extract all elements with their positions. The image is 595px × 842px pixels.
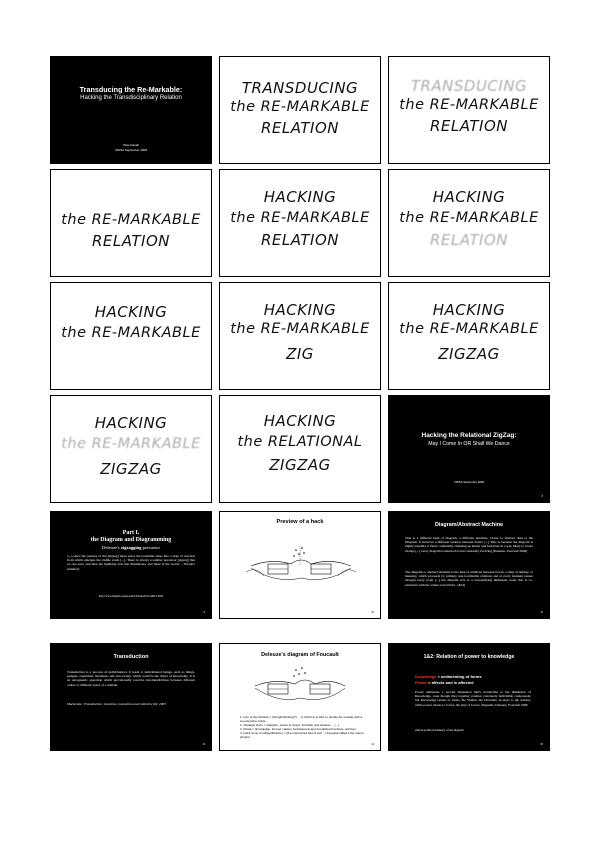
slide-12 [388, 395, 550, 503]
handwritten-line-2: the RE-MARKABLE [230, 99, 370, 115]
page-number: 9 [203, 611, 205, 614]
slide-venue: CRISA September 2008 [454, 480, 484, 484]
page-number: 13 [202, 743, 205, 746]
slide-subtitle: Hacking the Transdisciplinary Relation [80, 95, 182, 101]
handwritten-line-3: ZIGZAG [100, 460, 162, 478]
handwritten-line-1: HACKING [263, 412, 337, 430]
subtitle-text: Deleuze's [102, 545, 121, 550]
subtitle-emphasis: zigzagging [120, 545, 142, 550]
handwritten-line-3: ZIGZAG [269, 456, 331, 474]
handwritten-line-3: ZIG [286, 345, 314, 363]
slide-9 [388, 282, 550, 390]
knowledge-label: Knowledge [415, 674, 437, 679]
slide-5 [219, 169, 381, 277]
slide-title: Preview of a hack [276, 519, 324, 525]
slide-title: Transducing the Re-Markable: [79, 85, 183, 94]
power-line [415, 680, 474, 685]
slide-17 [219, 643, 381, 751]
handwritten-line-2: the RE-MARKABLE [230, 321, 370, 337]
handwritten-line-3: RELATION [429, 117, 509, 135]
handwritten-line-1: TRANSDUCING [410, 77, 528, 95]
handwritten-line-3: ZIGZAG [438, 345, 500, 363]
diagram-list [240, 716, 366, 739]
knowledge-line [415, 674, 482, 679]
slide-title-2: the Diagram and Diagramming [90, 537, 172, 543]
slide-venue: CRISA September 2008 [114, 148, 148, 152]
slide-16 [50, 643, 212, 751]
handwritten-line-3: RELATION [260, 231, 340, 249]
slide-link[interactable]: http://www.langlab.wayne.edu/CStivale/D-G/ABC1.html [98, 595, 164, 598]
list-item: 2. Strategic Zone = (diagram, power to invent, forcefiler and analyse ... (...) [240, 722, 339, 727]
slide-13 [50, 511, 212, 619]
slide-title: Deleuze's diagram of Foucault [261, 652, 339, 658]
slide-note: ethical-political tendency of the diagram [415, 728, 464, 732]
slide-18 [388, 643, 550, 751]
handwritten-line-1: HACKING [94, 303, 168, 321]
page-number: 8 [541, 495, 543, 498]
slide-4 [50, 169, 212, 277]
slide-title: Transduction [113, 654, 149, 660]
slide-citation: Mackenzie, 'Transduction: invention, innovation and collective life' 2003 [67, 702, 166, 706]
slide-3 [388, 56, 550, 164]
handwritten-line-2: the RELATIONAL [237, 434, 363, 450]
page-number: 14 [371, 743, 374, 746]
page-number: 15 [540, 743, 543, 746]
subtitle-text-end: precursor [141, 545, 160, 550]
slide-author: Shar Davall [123, 143, 139, 147]
slide-title: 1&2: Relation of power to knowledge [423, 654, 515, 660]
slide-paragraph-1: This is a different kind of diagram, a different machine. Closer to abstract than to the Diagram. It involves a different relation between forms. [...] This is because the diagram is highly unstable or fluid, continually churning up matter and functions in a way likely to create change [...] every diagram is intersocial and constantly evolving (Deleuze, Foucault 2006) [405, 536, 533, 553]
slide-7 [50, 282, 212, 390]
handwritten-line-3: RELATION [91, 232, 171, 250]
slide-subtitle: May I Come In OR Shall We Dance [428, 441, 510, 447]
slide-15 [388, 511, 550, 619]
slide-1 [50, 56, 212, 164]
handwritten-line-1: HACKING [263, 301, 337, 319]
slide-body: '[...] since the journey of the [zigzag] takes place the potentials enter into a state of reaction from which emerges the visible event [...]. There is always a somber precursor [zigzag] that no one sees, and then the lightning bolt that illuminates, and there is the world.' - Stivale's summary [67, 554, 195, 571]
handwritten-line-2: the RE-MARKABLE [230, 210, 370, 226]
handwritten-line-2: the RE-MARKABLE [61, 436, 201, 452]
handwritten-line-3: RELATION [429, 231, 509, 249]
foucault-diagram [246, 536, 356, 596]
handwritten-line-2: the RE-MARKABLE [61, 212, 201, 228]
slide-body: Transduction is a process of individuation. It leads to individuated beings, such as things, gadgets, organisms, machines, self and society, which could be the object of knowledge. It is an ontogenetic operation which provisionally resolves incompatibilities between different orders or different zones of a domain. [67, 670, 195, 687]
power-label: Power [415, 680, 428, 685]
handwritten-line-2: the RE-MARKABLE [399, 97, 539, 113]
slide-paragraph-2: The diagram or abstract machine is the map of relations between forces, a map of destiny, or intensity, which proceeds by primary non-localizable relations and at every moment passes through every point [...] the diagram acts as a non-unifying immanent cause that is co-extensive with the whole social field - (ibid) [405, 570, 533, 587]
list-item: 1. Line of the Outside = (thought/thinking?) ... in which is to fold, to double the outside with a co-extensive inside [240, 715, 362, 723]
handwritten-line-3: RELATION [260, 119, 340, 137]
list-item: 3. Strata = (knowledge, formed matters (substances) and formalized functions, archive) [240, 726, 356, 731]
handwritten-line-2: the RE-MARKABLE [61, 325, 201, 341]
slide-body: Power delineates a second dimension that's irreducible to the dimension of Knowledge, even though they together produce concretely indivisible compounds; but Knowledge relates to forms, the Visible, the Utterable, in short to the archive, while power relates to forces, the play of forces, diagrams. Deleuze, Foucault 1986 [415, 690, 531, 707]
knowledge-text: > sedimenting of forms [436, 674, 482, 679]
page-number: 10 [371, 611, 374, 614]
page-number: 11 [540, 611, 543, 614]
foucault-diagram [250, 662, 350, 712]
slide-11 [219, 395, 381, 503]
slide-title: Part I. [122, 530, 140, 536]
slide-subtitle [51, 545, 211, 550]
list-item: 4. Field (zone of subjectification) = (the interiorized fold of self ...) Foucault called it the macro-physics [240, 730, 365, 739]
handwritten-line-1: HACKING [432, 188, 506, 206]
slide-title: Diagram/Abstract Machine [434, 522, 503, 528]
slide-2 [219, 56, 381, 164]
power-text: > affects and is affected [427, 680, 474, 685]
slide-10 [50, 395, 212, 503]
slide-title: Hacking the Relational ZigZag: [421, 432, 517, 439]
handwritten-line-1: HACKING [432, 301, 506, 319]
handwritten-line-2: the RE-MARKABLE [399, 321, 539, 337]
handwritten-line-1: HACKING [94, 414, 168, 432]
handwritten-line-1: TRANSDUCING [241, 79, 359, 97]
slide-8 [219, 282, 381, 390]
slide-6 [388, 169, 550, 277]
handwritten-line-1: HACKING [263, 188, 337, 206]
handwritten-line-2: the RE-MARKABLE [399, 210, 539, 226]
slide-14 [219, 511, 381, 619]
